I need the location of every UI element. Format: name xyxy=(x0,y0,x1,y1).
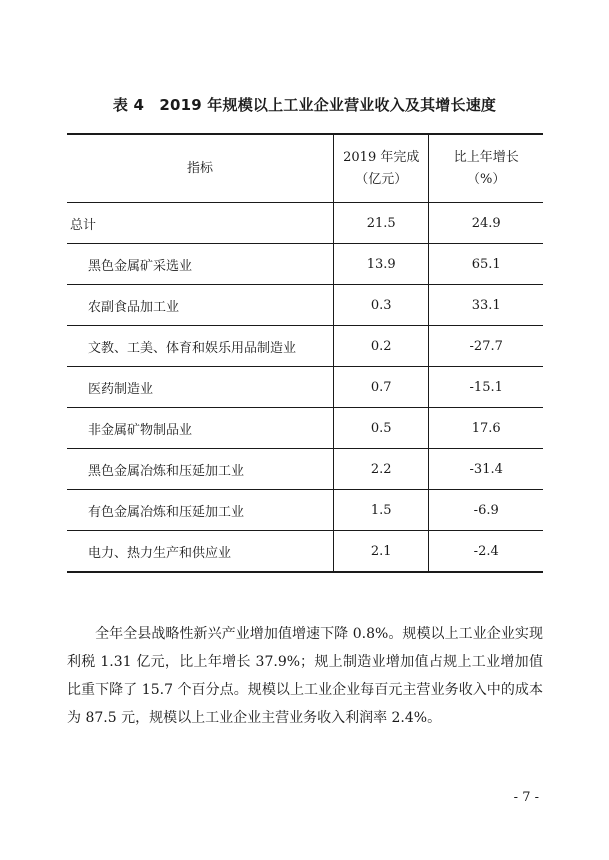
header-completed xyxy=(334,134,429,203)
row-name: 电力、热力生产和供应业 xyxy=(88,545,232,561)
row-name: 黑色金属冶炼和压延加工业 xyxy=(67,449,334,490)
revenue-table xyxy=(67,133,543,573)
table-row xyxy=(67,244,543,285)
header-completed-line2: （亿元） xyxy=(355,171,408,187)
table-row xyxy=(67,326,543,367)
table-title: 表 4 2019 年规模以上工业企业营业收入及其增长速度 xyxy=(112,96,497,114)
row-name: 黑色金属矿采选业 xyxy=(67,244,334,285)
row-growth: 33.1 xyxy=(429,285,543,326)
table-header-row xyxy=(67,134,543,203)
row-name: 总计 xyxy=(67,203,334,244)
table-row xyxy=(67,285,543,326)
row-value: 0.5 xyxy=(334,408,429,449)
header-growth-line1: 比上年增长 xyxy=(453,149,519,165)
row-growth: -15.1 xyxy=(429,367,543,408)
table-row xyxy=(67,449,543,490)
row-value: 21.5 xyxy=(334,203,429,244)
summary-paragraph-text: 全年全县战略性新兴产业增加值增速下降 0.8%。规模以上工业企业实现利税 1.31 亿元，比上年增长 37.9%；规上制造业增加值占规上工业增加值比重下降了 15.7 个百分点。规模以上工业企业每百元主营业务收入中的成本为 87.5 元，规模以上工业企业主营业务收入利润率 2.4%。 xyxy=(67,626,543,726)
table-row xyxy=(67,367,543,408)
row-growth: -6.9 xyxy=(429,490,543,531)
row-growth: -27.7 xyxy=(429,326,543,367)
header-growth-line2: （%） xyxy=(467,171,506,187)
row-growth: 65.1 xyxy=(429,244,543,285)
row-value: 13.9 xyxy=(334,244,429,285)
row-value: 1.5 xyxy=(334,490,429,531)
header-indicator: 指标 xyxy=(67,134,334,203)
row-growth: 17.6 xyxy=(429,408,543,449)
row-name: 医药制造业 xyxy=(67,367,334,408)
table-row xyxy=(67,490,543,531)
row-name: 有色金属冶炼和压延加工业 xyxy=(67,490,334,531)
row-growth: -2.4 xyxy=(429,531,543,573)
table-row xyxy=(67,408,543,449)
row-value: 0.2 xyxy=(334,326,429,367)
table-row xyxy=(67,531,543,573)
row-value: 2.2 xyxy=(334,449,429,490)
row-name: 非金属矿物制品业 xyxy=(67,408,334,449)
row-value: 2.1 xyxy=(334,531,429,573)
row-value: 0.3 xyxy=(334,285,429,326)
row-value: 0.7 xyxy=(334,367,429,408)
row-growth: -31.4 xyxy=(429,449,543,490)
row-growth: 24.9 xyxy=(429,203,543,244)
header-completed-line1: 2019 年完成 xyxy=(343,149,420,165)
summary-paragraph xyxy=(67,620,543,732)
page-number: - 7 - xyxy=(513,790,539,805)
row-name: 文教、工美、体育和娱乐用品制造业 xyxy=(67,326,334,367)
table-row xyxy=(67,203,543,244)
row-name: 农副食品加工业 xyxy=(67,285,334,326)
header-growth xyxy=(429,134,543,203)
